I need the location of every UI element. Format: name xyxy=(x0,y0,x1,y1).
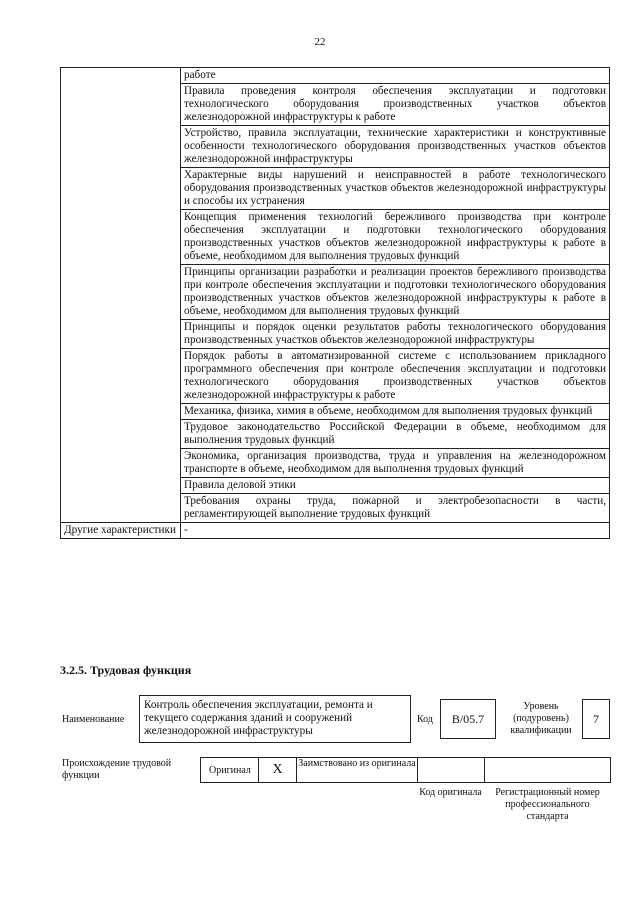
function-name-box xyxy=(139,695,411,743)
registration-number-cell xyxy=(485,758,610,782)
table-row xyxy=(61,168,610,210)
row-label xyxy=(61,478,181,494)
row-text: Правила проведения контроля обеспечения эксплуатации и подготовки технологического оборудования производственных участков объектов железнодорожной инфраструктуры к работе xyxy=(181,84,610,126)
row-text: Концепция применения технологий бережливого производства при контроле обеспечения эксплуатации и подготовки технологического оборудования производственных участков объектов железнодорожной инфраструктуры к работе в объеме, необходимом для выполнения трудовых функций xyxy=(181,210,610,265)
row-text: Трудовое законодательство Российской Федерации в объеме, необходимом для выполнения трудовых функций xyxy=(181,420,610,449)
row-text: Механика, физика, химия в объеме, необходимом для выполнения трудовых функций xyxy=(181,404,610,420)
original-code-cell xyxy=(418,758,485,782)
table-row xyxy=(61,68,610,84)
level-label: Уровень (подуровень) квалификации xyxy=(510,701,572,736)
table-row xyxy=(61,523,610,539)
table-row xyxy=(61,349,610,404)
row-text: - xyxy=(181,523,610,539)
table-row xyxy=(61,126,610,168)
row-text: Принципы и порядок оценки результатов работы технологического оборудования производственных участков объектов железнодорожной инфраструктуры xyxy=(181,320,610,349)
row-label xyxy=(61,68,181,84)
row-label xyxy=(61,494,181,523)
row-label xyxy=(61,449,181,478)
table-row xyxy=(61,265,610,320)
level-value: 7 xyxy=(593,711,599,726)
table-row xyxy=(61,210,610,265)
row-label xyxy=(61,210,181,265)
row-text: Принципы организации разработки и реализации проектов бережливого производства при контроле обеспечения эксплуатации и подготовки технологического оборудования производственных участков объектов железнодорожной инфраструктуры к работе в объеме, необходимом для выполнения трудовых функций xyxy=(181,265,610,320)
section-heading: 3.2.5. Трудовая функция xyxy=(60,663,192,677)
row-text: Порядок работы в автоматизированной системе с использованием прикладного программного обеспечения при контроле обеспечения эксплуатации и подготовки технологического оборудования производственных участков объектов железнодорожной инфраструктуры к работе xyxy=(181,349,610,404)
level-box xyxy=(582,699,610,739)
code-label: Код xyxy=(417,714,433,725)
row-label xyxy=(61,84,181,126)
row-text: Экономика, организация производства, труда и управления на железнодорожном транспорте в объеме, необходимом для выполнения трудовых функций xyxy=(181,449,610,478)
row-text: Устройство, правила эксплуатации, технические характеристики и конструктивные особенности технологического оборудования производственных участков объектов железнодорожной инфраструктуры xyxy=(181,126,610,168)
name-label: Наименование xyxy=(62,714,125,725)
row-text: Характерные виды нарушений и неисправностей в работе технологического оборудования производственных участков объектов железнодорожной инфраструктуры и способы их устранения xyxy=(181,168,610,210)
table-row xyxy=(61,449,610,478)
table-row xyxy=(61,494,610,523)
registration-caption: Регистрационный номер профессионального стандарта xyxy=(495,787,600,822)
function-name-value: Контроль обеспечения эксплуатации, ремонта и текущего содержания зданий и сооружений железнодорожной инфраструктуры xyxy=(144,699,373,737)
row-text: Правила деловой этики xyxy=(181,478,610,494)
row-text: Требования охраны труда, пожарной и электробезопасности в части, регламентирующей выполнение трудовых функций xyxy=(181,494,610,523)
row-label: Другие характеристики xyxy=(61,523,181,539)
row-label xyxy=(61,349,181,404)
code-value: B/05.7 xyxy=(451,711,485,726)
table-row xyxy=(61,420,610,449)
table-row xyxy=(61,84,610,126)
original-label: Оригинал xyxy=(201,758,259,782)
row-label xyxy=(61,168,181,210)
table-row xyxy=(61,478,610,494)
code-box xyxy=(440,699,496,739)
row-label xyxy=(61,126,181,168)
page-number: 22 xyxy=(314,36,326,48)
borrowed-label: Заимствовано из оригинала xyxy=(297,758,418,782)
row-text: работе xyxy=(181,68,610,84)
origin-row xyxy=(200,757,611,783)
knowledge-table xyxy=(60,67,610,539)
row-label xyxy=(61,265,181,320)
table-row xyxy=(61,320,610,349)
row-label xyxy=(61,404,181,420)
row-label xyxy=(61,320,181,349)
row-label xyxy=(61,420,181,449)
original-mark: X xyxy=(259,758,297,782)
table-row xyxy=(61,404,610,420)
origin-label: Происхождение трудовой функции xyxy=(62,758,172,781)
code-caption: Код оригинала xyxy=(419,787,482,798)
